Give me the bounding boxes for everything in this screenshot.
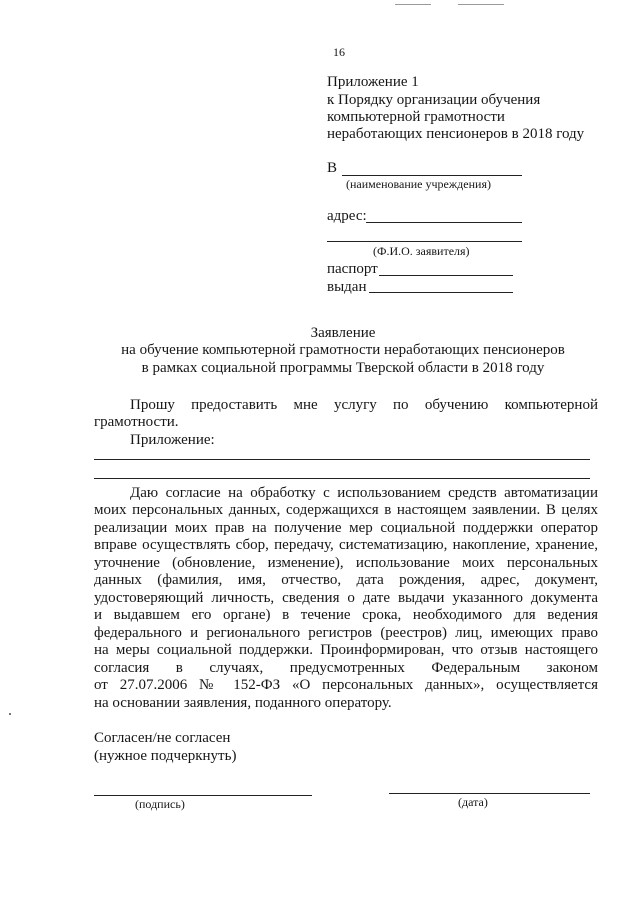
signature-field-line[interactable] [94,795,312,796]
appendix-line-2: к Порядку организации обучения [327,92,541,108]
consent-line: согласия в случаях, предусмотренных Федеральным законом [94,660,598,676]
appendix-line-3: компьютерной грамотности [327,109,505,125]
consent-line: Даю согласие на обработку с использованием средств автоматизации [130,485,598,501]
attachment-field-line-2[interactable] [94,478,590,479]
date-field-line[interactable] [389,793,590,794]
address-label: адрес: [327,208,367,224]
issued-field-line[interactable] [369,292,513,293]
to-prefix: В [327,160,338,176]
institution-caption: (наименование учреждения) [346,177,491,191]
title-line-3: в рамках социальной программы Тверской области в 2018 году [141,360,545,376]
consent-line: федерального и регионального регистров (реестров) лиц, имеющих право [94,625,598,641]
margin-speck [9,713,11,715]
signature-caption: (подпись) [135,797,185,811]
title-line-2: на обучение компьютерной грамотности неработающих пенсионеров [121,342,565,358]
consent-line: на основании заявления, поданного оператору. [94,695,392,711]
page-number: 16 [333,45,345,59]
address-field-line[interactable] [366,222,522,223]
institution-field-line[interactable] [342,175,522,176]
consent-line: моих персональных данных, содержащихся в настоящем заявлении. В целях [94,502,598,518]
agreement-line-2: (нужное подчеркнуть) [94,748,237,764]
agreement-line-1[interactable]: Согласен/не согласен [94,730,231,746]
consent-line: и выдавшем его органе) в течение срока, необходимого для ведения [94,607,598,623]
scan-mark [395,4,431,5]
consent-line: от 27.07.2006 № 152-ФЗ «О персональных данных», осуществляется [94,677,598,693]
applicant-caption: (Ф.И.О. заявителя) [373,244,470,258]
passport-label: паспорт [327,261,378,277]
appendix-line-1: Приложение 1 [327,74,419,90]
consent-line: реализации моих прав на получение мер социальной поддержки оператор [94,520,598,536]
title-line-1: Заявление [310,325,376,341]
consent-line: вправе осуществлять сбор, передачу, систематизацию, накопление, хранение, [94,537,598,553]
date-caption: (дата) [458,795,488,809]
consent-line: уточнение (обновление, изменение), использование моих персональных [94,555,598,571]
attachment-field-line-1[interactable] [94,459,590,460]
consent-line: удостоверяющий личность, сведения о дате выдачи указанного документа [94,590,598,606]
consent-line: на меры социальной поддержки. Проинформирован, что отзыв настоящего [94,642,598,658]
issued-label: выдан [327,279,367,295]
applicant-name-field-line[interactable] [327,241,522,242]
attachment-label: Приложение: [130,432,215,448]
consent-line: данных (фамилия, имя, отчество, дата рождения, адрес, документ, [94,572,598,588]
scan-mark [458,4,504,5]
request-line-1: Прошу предоставить мне услугу по обучению компьютерной [130,397,598,413]
request-line-2: грамотности. [94,414,179,430]
passport-field-line[interactable] [379,275,513,276]
appendix-line-4: неработающих пенсионеров в 2018 году [327,126,585,142]
